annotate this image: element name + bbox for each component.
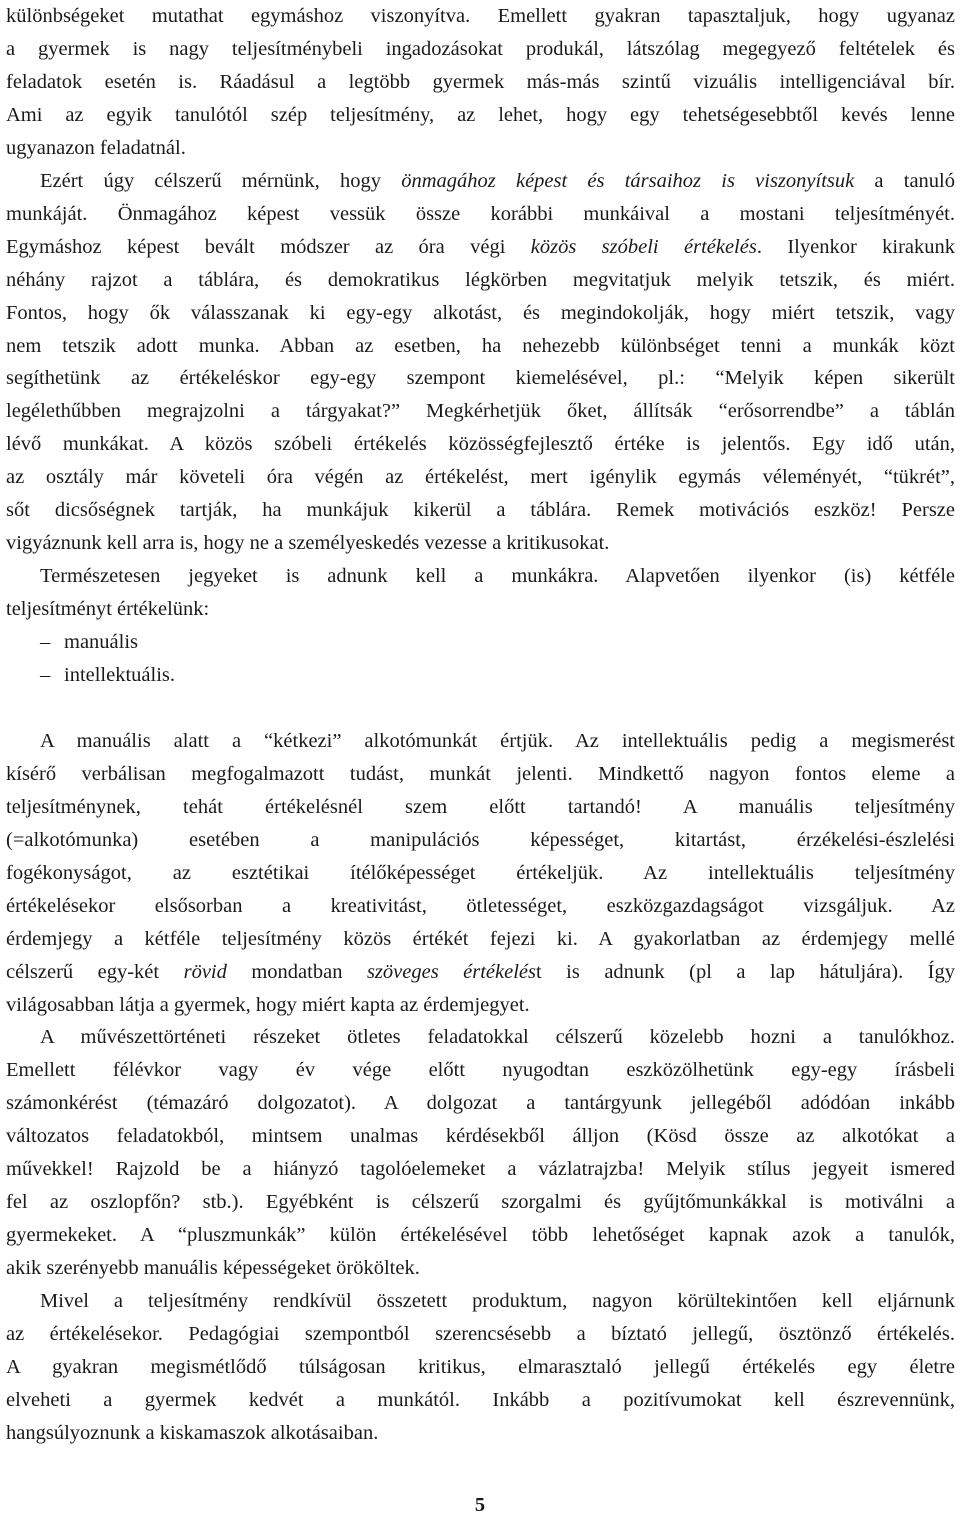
text-line: (=alkotómunka) esetében a manipulációs képességet, kitartást, érzékelési-észlelési: [6, 828, 955, 851]
text-line: a gyermek is nagy teljesítménybeli ingadozásokat produkál, látszólag megegyező feltételek és: [6, 37, 955, 60]
text-line: hangsúlyoznunk a kiskamaszok alkotásaiban.: [6, 1421, 379, 1444]
text-line: az értékelésekor. Pedagógiai szempontból szerencsésebb a bíztató jellegű, ösztönző értékelés.: [6, 1323, 955, 1345]
text-line: ugyanazon feladatnál.: [6, 136, 186, 159]
list-item: – manuális: [6, 626, 955, 659]
text-line: célszerű egy-két rövid mondatban szöveges értékelést is adnunk (pl a lap hátuljára). Így: [6, 960, 956, 983]
list-dash: –: [40, 631, 51, 654]
text-line: Fontos, hogy ők válasszanak ki egy-egy alkotást, és megindokolják, hogy miért tetszik, vagy: [6, 301, 955, 324]
text-line: fogékonyságot, az esztétikai ítélőképességet értékeljük. Az intellektuális teljesítmény: [6, 861, 955, 884]
list-item: – intellektuális.: [6, 659, 955, 692]
text-line: néhány rajzot a táblára, és demokratikus légkörben megvitatjuk melyik tetszik, és miért.: [6, 268, 955, 291]
text-line: kísérő verbálisan megfogalmazott tudást, munkát jelenti. Mindkettő nagyon fontos eleme a: [6, 762, 955, 785]
text-line: A gyakran megismétlődő túlságosan kritikus, elmarasztaló jellegű értékelés egy életre: [6, 1355, 955, 1378]
text-line: Emellett félévkor vagy év vége előtt nyugodtan eszközölhetünk egy-egy írásbeli: [6, 1059, 955, 1082]
text-line: elveheti a gyermek kedvét a munkától. Inkább a pozitívumokat kell észrevennünk,: [6, 1388, 955, 1411]
text-line: számonkérést (témazáró dolgozatot). A dolgozat a tantárgyunk jellegéből adódóan inkább: [6, 1092, 955, 1115]
list-dash: –: [40, 664, 51, 686]
text-line: lévő munkákat. A közös szóbeli értékelés közösségfejlesztő értéke is jelentős. Egy idő után,: [6, 433, 955, 456]
text-line: érdemjegy a kétféle teljesítmény közös értékét fejezi ki. A gyakorlatban az érdemjegy mellé: [6, 927, 955, 950]
text-line: Ami az egyik tanulótól szép teljesítmény, az lehet, hogy egy tehetségesebbtől kevés lenne: [6, 103, 955, 126]
text-line: Természetesen jegyeket is adnunk kell a munkákra. Alapvetően ilyenkor (is) kétféle: [40, 565, 955, 588]
text-line: munkáját. Önmagához képest vessük össze korábbi munkáival a mostani teljesítményét.: [6, 202, 955, 225]
text-line: A manuális alatt a “kétkezi” alkotómunkát értjük. Az intellektuális pedig a megismerést: [40, 729, 955, 752]
text-line: nem tetszik adott munka. Abban az esetben, ha nehezebb különbséget tenni a munkák közt: [6, 334, 955, 357]
text-line: Mivel a teljesítmény rendkívül összetett produktum, nagyon körültekintően kell eljárnunk: [40, 1290, 955, 1313]
text-line: fel az oszlopfőn? stb.). Egyébként is célszerű szorgalmi és gyűjtőmunkákkal is motiválni a: [6, 1191, 955, 1214]
text-line: művekkel! Rajzold be a hiányzó tagolóelemeket a vázlatrajzba! Melyik stílus jegyeit ismered: [6, 1158, 955, 1181]
text-line: teljesítménynek, tehát értékelésnél szem előtt tartandó! A manuális teljesítmény: [6, 795, 955, 818]
text-line: feladatok esetén is. Ráadásul a legtöbb gyermek más-más szintű vizuális intelligenciával bír.: [6, 70, 955, 93]
text-line: különbségeket mutathat egymáshoz viszonyítva. Emellett gyakran tapasztaljuk, hogy ugyanaz: [6, 5, 955, 27]
text-line: A művészettörténeti részeket ötletes feladatokkal célszerű közelebb hozni a tanulókhoz.: [40, 1026, 955, 1049]
text-line: teljesítményt értékelünk:: [6, 598, 210, 621]
text-line: vigyáznunk kell arra is, hogy ne a személyeskedés vezesse a kritikusokat.: [6, 532, 610, 555]
text-line: akik szerényebb manuális képességeket örököltek.: [6, 1257, 420, 1280]
text-line: gyermekeket. A “pluszmunkák” külön értékelésével több lehetőséget kapnak azok a tanulók,: [6, 1224, 955, 1247]
text-line: segíthetünk az értékeléskor egy-egy szempont kiemelésével, pl.: “Melyik képen sikerült: [6, 367, 955, 390]
text-line: változatos feladatokból, mintsem unalmas kérdésekből álljon (Kösd össze az alkotókat a: [6, 1125, 955, 1148]
text-line: világosabban látja a gyermek, hogy miért kapta az érdemjegyet.: [6, 993, 530, 1016]
text-line: értékelésekor elsősorban a kreativitást, ötletességet, eszközgazdagságot vizsgáljuk. Az: [6, 894, 955, 917]
text-line: sőt dicsőségnek tartják, ha munkájuk kikerül a táblára. Remek motivációs eszköz! Persze: [6, 499, 955, 522]
text-line: legélethűbben megrajzolni a tárgyakat?” Megkérhetjük őket, állítsák “erősorrendbe” a táblán: [6, 400, 955, 423]
page-number: 5: [474, 1494, 486, 1516]
text-line: Egymáshoz képest bevált módszer az óra végi közös szóbeli értékelés. Ilyenkor kirakunk: [6, 235, 956, 258]
text-line: Ezért úgy célszerű mérnünk, hogy önmagához képest és társaihoz is viszonyítsuk a tanuló: [40, 169, 955, 192]
text-line: az osztály már követeli óra végén az értékelést, mert igénylik egymás véleményét, “tükrét”,: [6, 466, 955, 489]
